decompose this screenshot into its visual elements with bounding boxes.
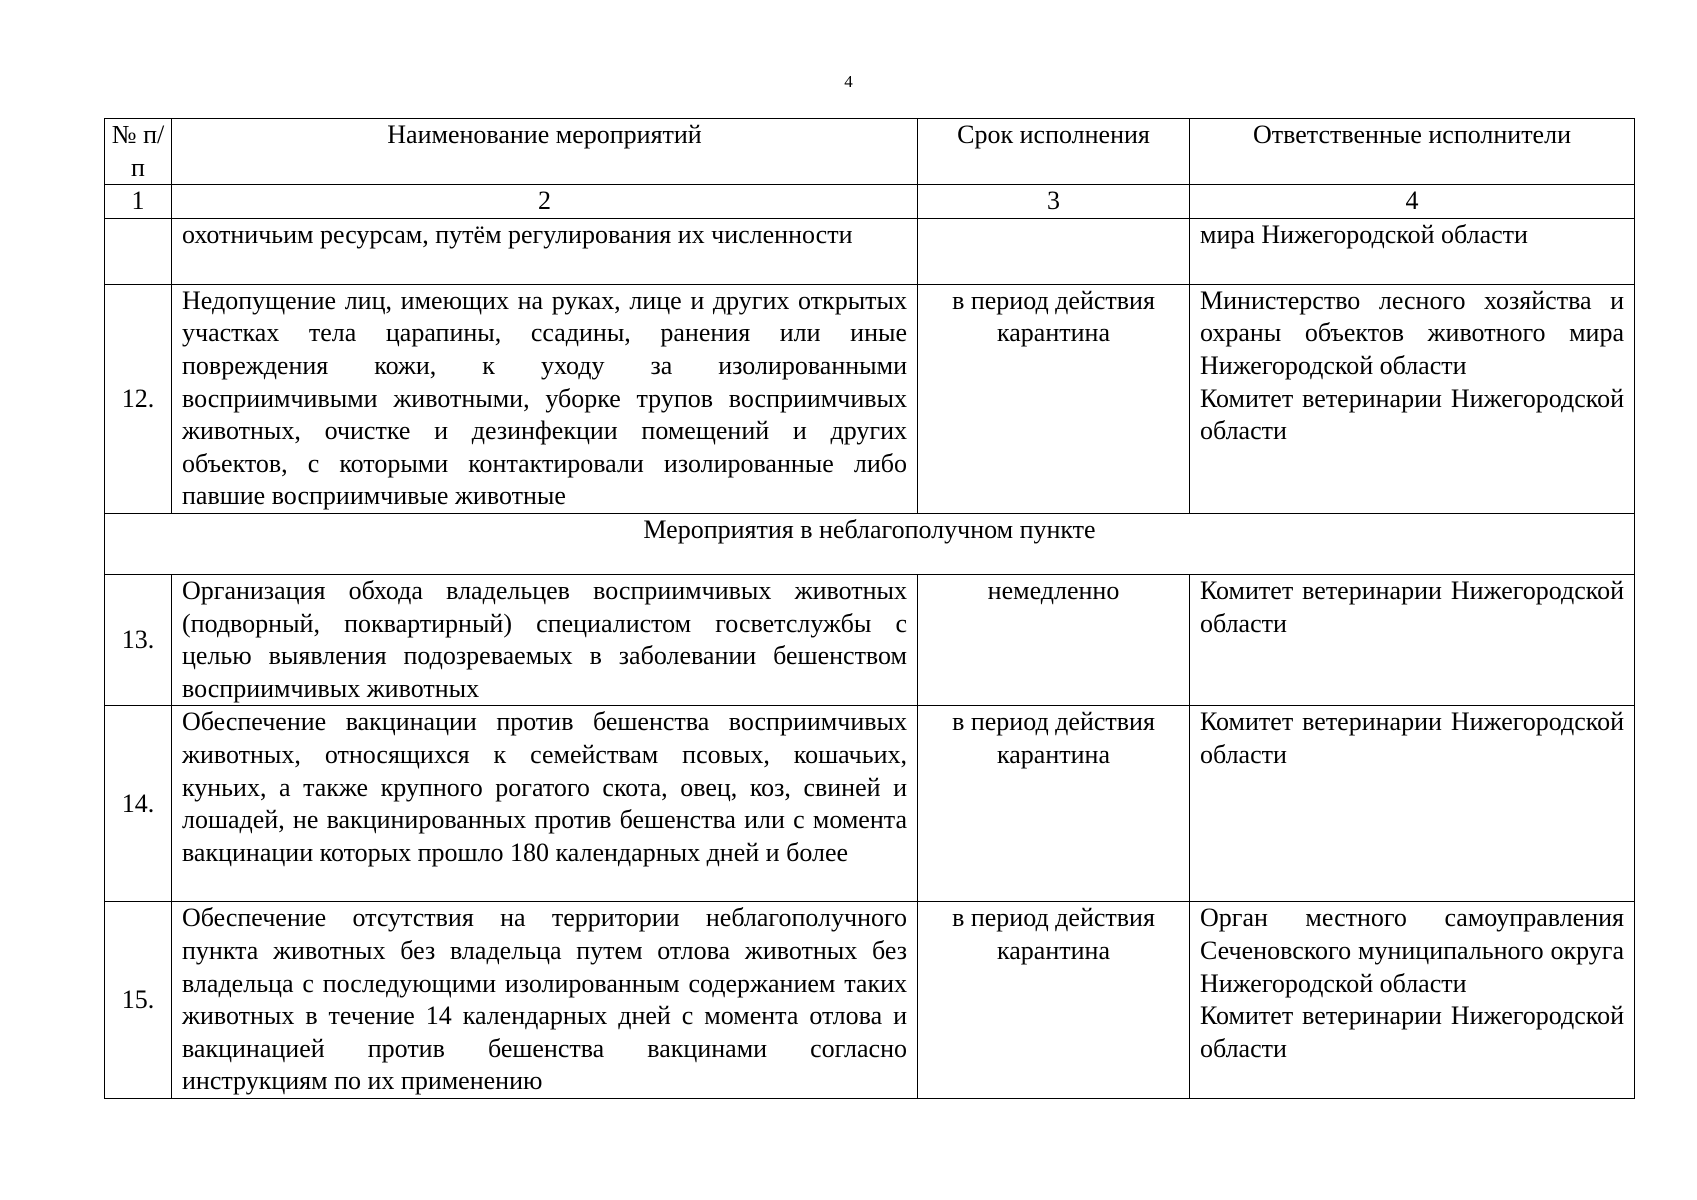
row-num: 13. <box>105 574 172 705</box>
row-name: Обеспечение вакцинации против бешенства восприимчивых животных, относящихся к семействам псовых, кошачьих, куньих, а также крупного рогатого скота, овец, коз, свиней и лошадей, не вакцинированных против бешенства или с момента вакцинации которых прошло 180 календарных дней и более <box>172 706 918 902</box>
row-name: Недопущение лиц, имеющих на руках, лице и других открытых участках тела царапины, ссадины, ранения или иные повреждения кожи, к уходу за изолированными восприимчивыми животными, уборке трупов восприимчивых животных, очистке и дезинфекции помещений и других объектов, с которыми контактировали изолированные либо павшие восприимчивые животные <box>172 284 918 513</box>
header-name: Наименование мероприятий <box>172 119 918 185</box>
section-row <box>105 513 1635 574</box>
column-index: 3 <box>918 185 1190 219</box>
header-num: № п/п <box>105 119 172 185</box>
row-num <box>105 218 172 284</box>
rows-before-section <box>105 284 1635 513</box>
row-name: Организация обхода владельцев восприимчивых животных (подворный, поквартирный) специалистом госветслужбы с целью выявления подозреваемых в заболевании бешенством восприимчивых животных <box>172 574 918 705</box>
table-row <box>105 574 1635 705</box>
column-index-row <box>105 185 1635 219</box>
row-num: 12. <box>105 284 172 513</box>
responsible-entry: Орган местного самоуправления Сеченовского муниципального округа Нижегородской области <box>1200 903 1624 998</box>
measures-table <box>104 118 1635 1099</box>
responsible-entry: Комитет ветеринарии Нижегородской области <box>1200 1001 1624 1063</box>
column-index: 2 <box>172 185 918 219</box>
column-index: 1 <box>105 185 172 219</box>
table-row <box>105 284 1635 513</box>
header-responsible: Ответственные исполнители <box>1190 119 1635 185</box>
row-deadline: в период действия карантина <box>918 284 1190 513</box>
table-row <box>105 706 1635 902</box>
row-responsible <box>1190 706 1635 902</box>
row-name: Обеспечение отсутствия на территории неблагополучного пункта животных без владельца путем отлова животных без владельца с последующими изолированным содержанием таких животных в течение 14 календарных дней с момента отлова и вакцинацией против бешенства вакцинами согласно инструкциям по их применению <box>172 902 918 1099</box>
table-row-continuation <box>105 218 1635 284</box>
table-row <box>105 902 1635 1099</box>
page-number: 4 <box>844 72 853 91</box>
row-deadline: в период действия карантина <box>918 902 1190 1099</box>
header-deadline: Срок исполнения <box>918 119 1190 185</box>
section-title: Мероприятия в неблагополучном пункте <box>105 513 1635 574</box>
rows-after-section <box>105 574 1635 1098</box>
row-responsible <box>1190 902 1635 1099</box>
responsible-entry: Министерство лесного хозяйства и охраны объектов животного мира Нижегородской области <box>1200 285 1624 380</box>
responsible-entry: Комитет ветеринарии Нижегородской области <box>1200 575 1624 638</box>
row-deadline: в период действия карантина <box>918 706 1190 902</box>
row-deadline: немедленно <box>918 574 1190 705</box>
row-responsible: мира Нижегородской области <box>1190 218 1635 284</box>
row-deadline <box>918 218 1190 284</box>
row-responsible <box>1190 574 1635 705</box>
row-num: 15. <box>105 902 172 1099</box>
row-name: охотничьим ресурсам, путём регулирования их численности <box>172 218 918 284</box>
row-responsible <box>1190 284 1635 513</box>
table-header-row <box>105 119 1635 185</box>
responsible-entry: Комитет ветеринарии Нижегородской области <box>1200 707 1624 769</box>
column-index: 4 <box>1190 185 1635 219</box>
responsible-entry: Комитет ветеринарии Нижегородской области <box>1200 383 1624 446</box>
row-num: 14. <box>105 706 172 902</box>
